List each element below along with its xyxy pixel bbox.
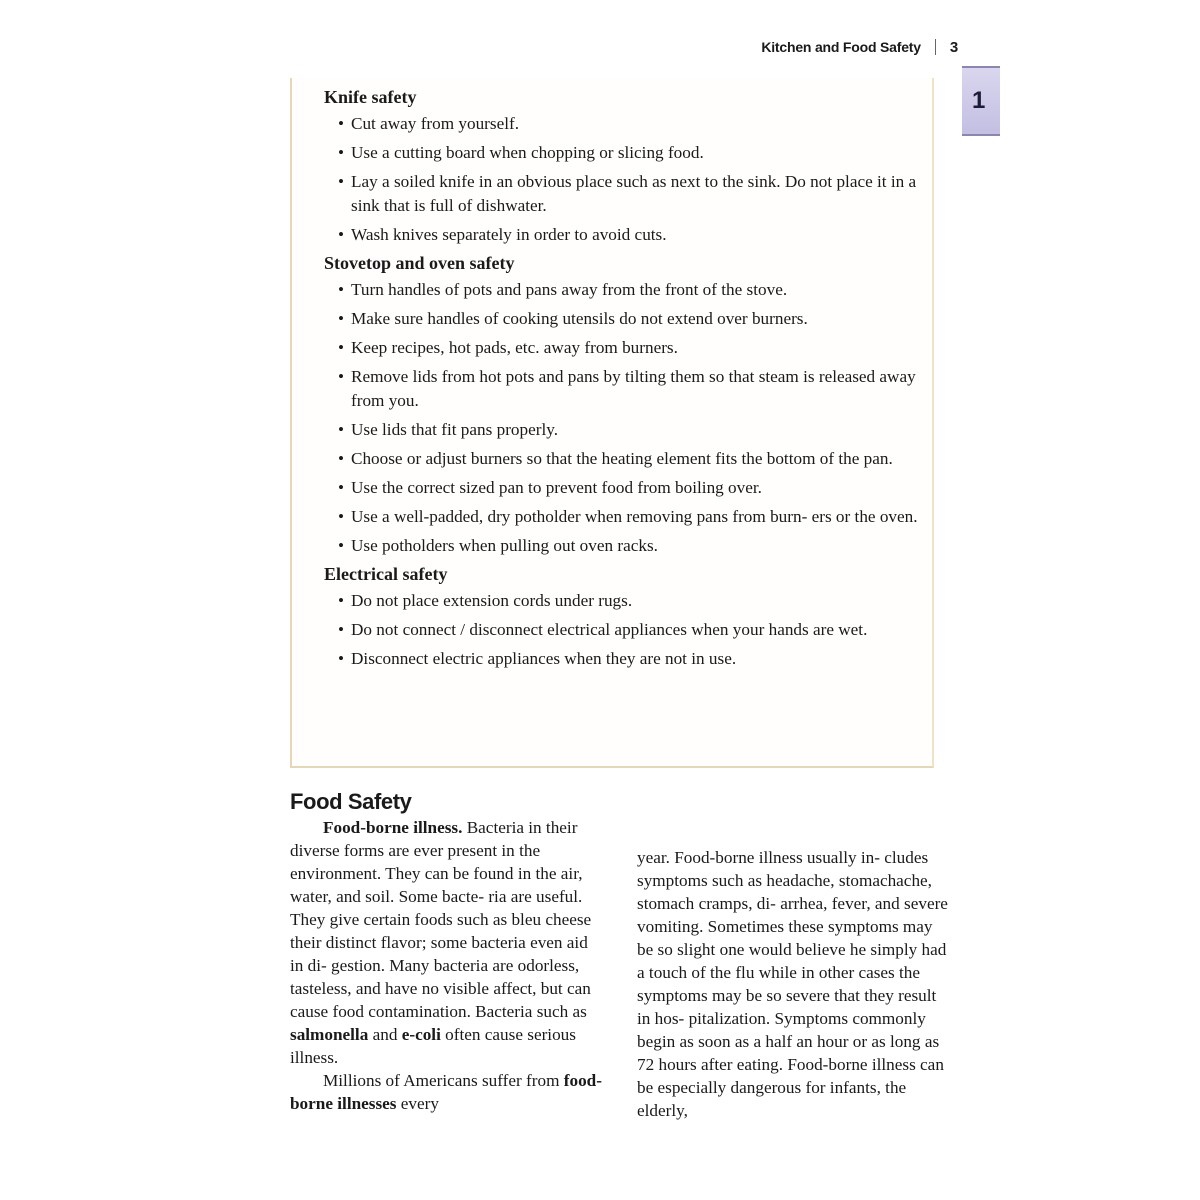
text-run: every bbox=[396, 1094, 439, 1113]
running-head bbox=[761, 36, 958, 58]
chapter-number: 1 bbox=[972, 87, 986, 114]
list-item: • Do not connect / disconnect electrical appliances when your hands are wet. bbox=[338, 618, 920, 642]
list-item: • Keep recipes, hot pads, etc. away from burners. bbox=[338, 336, 920, 360]
list-item: • Choose or adjust burners so that the heating element fits the bottom of the pan. bbox=[338, 447, 920, 471]
stovetop-safety-list bbox=[324, 278, 920, 557]
kitchen-safety-box bbox=[290, 78, 934, 768]
section-heading-stovetop: Stovetop and oven safety bbox=[324, 253, 515, 273]
page-number: 3 bbox=[949, 38, 958, 56]
list-item: • Wash knives separately in order to avoid cuts. bbox=[338, 223, 920, 247]
list-item: • Use the correct sized pan to prevent food from boiling over. bbox=[338, 476, 920, 500]
food-safety-section bbox=[290, 788, 950, 1122]
list-item: • Make sure handles of cooking utensils do not extend over burners. bbox=[338, 307, 920, 331]
section-heading-knife: Knife safety bbox=[324, 87, 417, 107]
section-title: Food Safety bbox=[290, 789, 412, 814]
list-item: • Use a cutting board when chopping or slicing food. bbox=[338, 141, 920, 165]
running-head-divider bbox=[935, 39, 936, 55]
section-heading-electrical: Electrical safety bbox=[324, 564, 448, 584]
list-item: • Turn handles of pots and pans away from the front of the stove. bbox=[338, 278, 920, 302]
list-item: • Remove lids from hot pots and pans by tilting them so that steam is released away from you. bbox=[338, 365, 920, 412]
running-head-title: Kitchen and Food Safety bbox=[761, 39, 921, 55]
chapter-tab bbox=[962, 66, 1000, 136]
right-column bbox=[637, 816, 949, 1122]
run-in-heading: Food-borne illness. bbox=[323, 818, 463, 837]
text-run: often cause serious illness. bbox=[290, 1025, 576, 1067]
bold-term: food-borne illnesses bbox=[290, 1071, 602, 1113]
knife-safety-list bbox=[324, 112, 920, 246]
list-item: • Use a well-padded, dry potholder when removing pans from burn- ers or the oven. bbox=[338, 505, 920, 529]
electrical-safety-list bbox=[324, 589, 920, 671]
text-run: Millions of Americans suffer from bbox=[323, 1071, 564, 1090]
left-column bbox=[290, 816, 604, 1122]
list-item: • Cut away from yourself. bbox=[338, 112, 920, 136]
list-item: • Disconnect electric appliances when they are not in use. bbox=[338, 647, 920, 671]
list-item: • Use potholders when pulling out oven racks. bbox=[338, 534, 920, 558]
paragraph bbox=[290, 816, 604, 1069]
text-run: and bbox=[368, 1025, 402, 1044]
bold-term: e-coli bbox=[401, 1025, 441, 1044]
paragraph bbox=[290, 1069, 604, 1115]
list-item: • Use lids that fit pans properly. bbox=[338, 418, 920, 442]
paragraph: year. Food-borne illness usually in- cludes symptoms such as headache, stomachache, stomach cramps, di- arrhea, fever, and severe vomiting. Sometimes these symptoms may be so slight one would believe he simply had a touch of the flu while in other cases the symptoms may be so severe that they result in hos- pitalization. Symptoms commonly begin as soon as a half an hour or as long as 72 hours after eating. Food-borne illness can be especially dangerous for infants, the elderly, bbox=[637, 848, 948, 1120]
bold-term: salmonella bbox=[290, 1025, 369, 1044]
text-run: Bacteria in their diverse forms are ever present in the environment. They can be found in the air, water, and soil. Some bacte- ria are useful. They give certain foods such as bleu cheese their distinct flavor; some bacteria even aid in di- gestion. Many bacteria are odorless, tasteless, and have no visible affect, but can cause food contamination. Bacteria such as bbox=[290, 818, 592, 1021]
list-item: • Lay a soiled knife in an obvious place such as next to the sink. Do not place it in a sink that is full of dishwater. bbox=[338, 170, 920, 217]
list-item: • Do not place extension cords under rugs. bbox=[338, 589, 920, 613]
